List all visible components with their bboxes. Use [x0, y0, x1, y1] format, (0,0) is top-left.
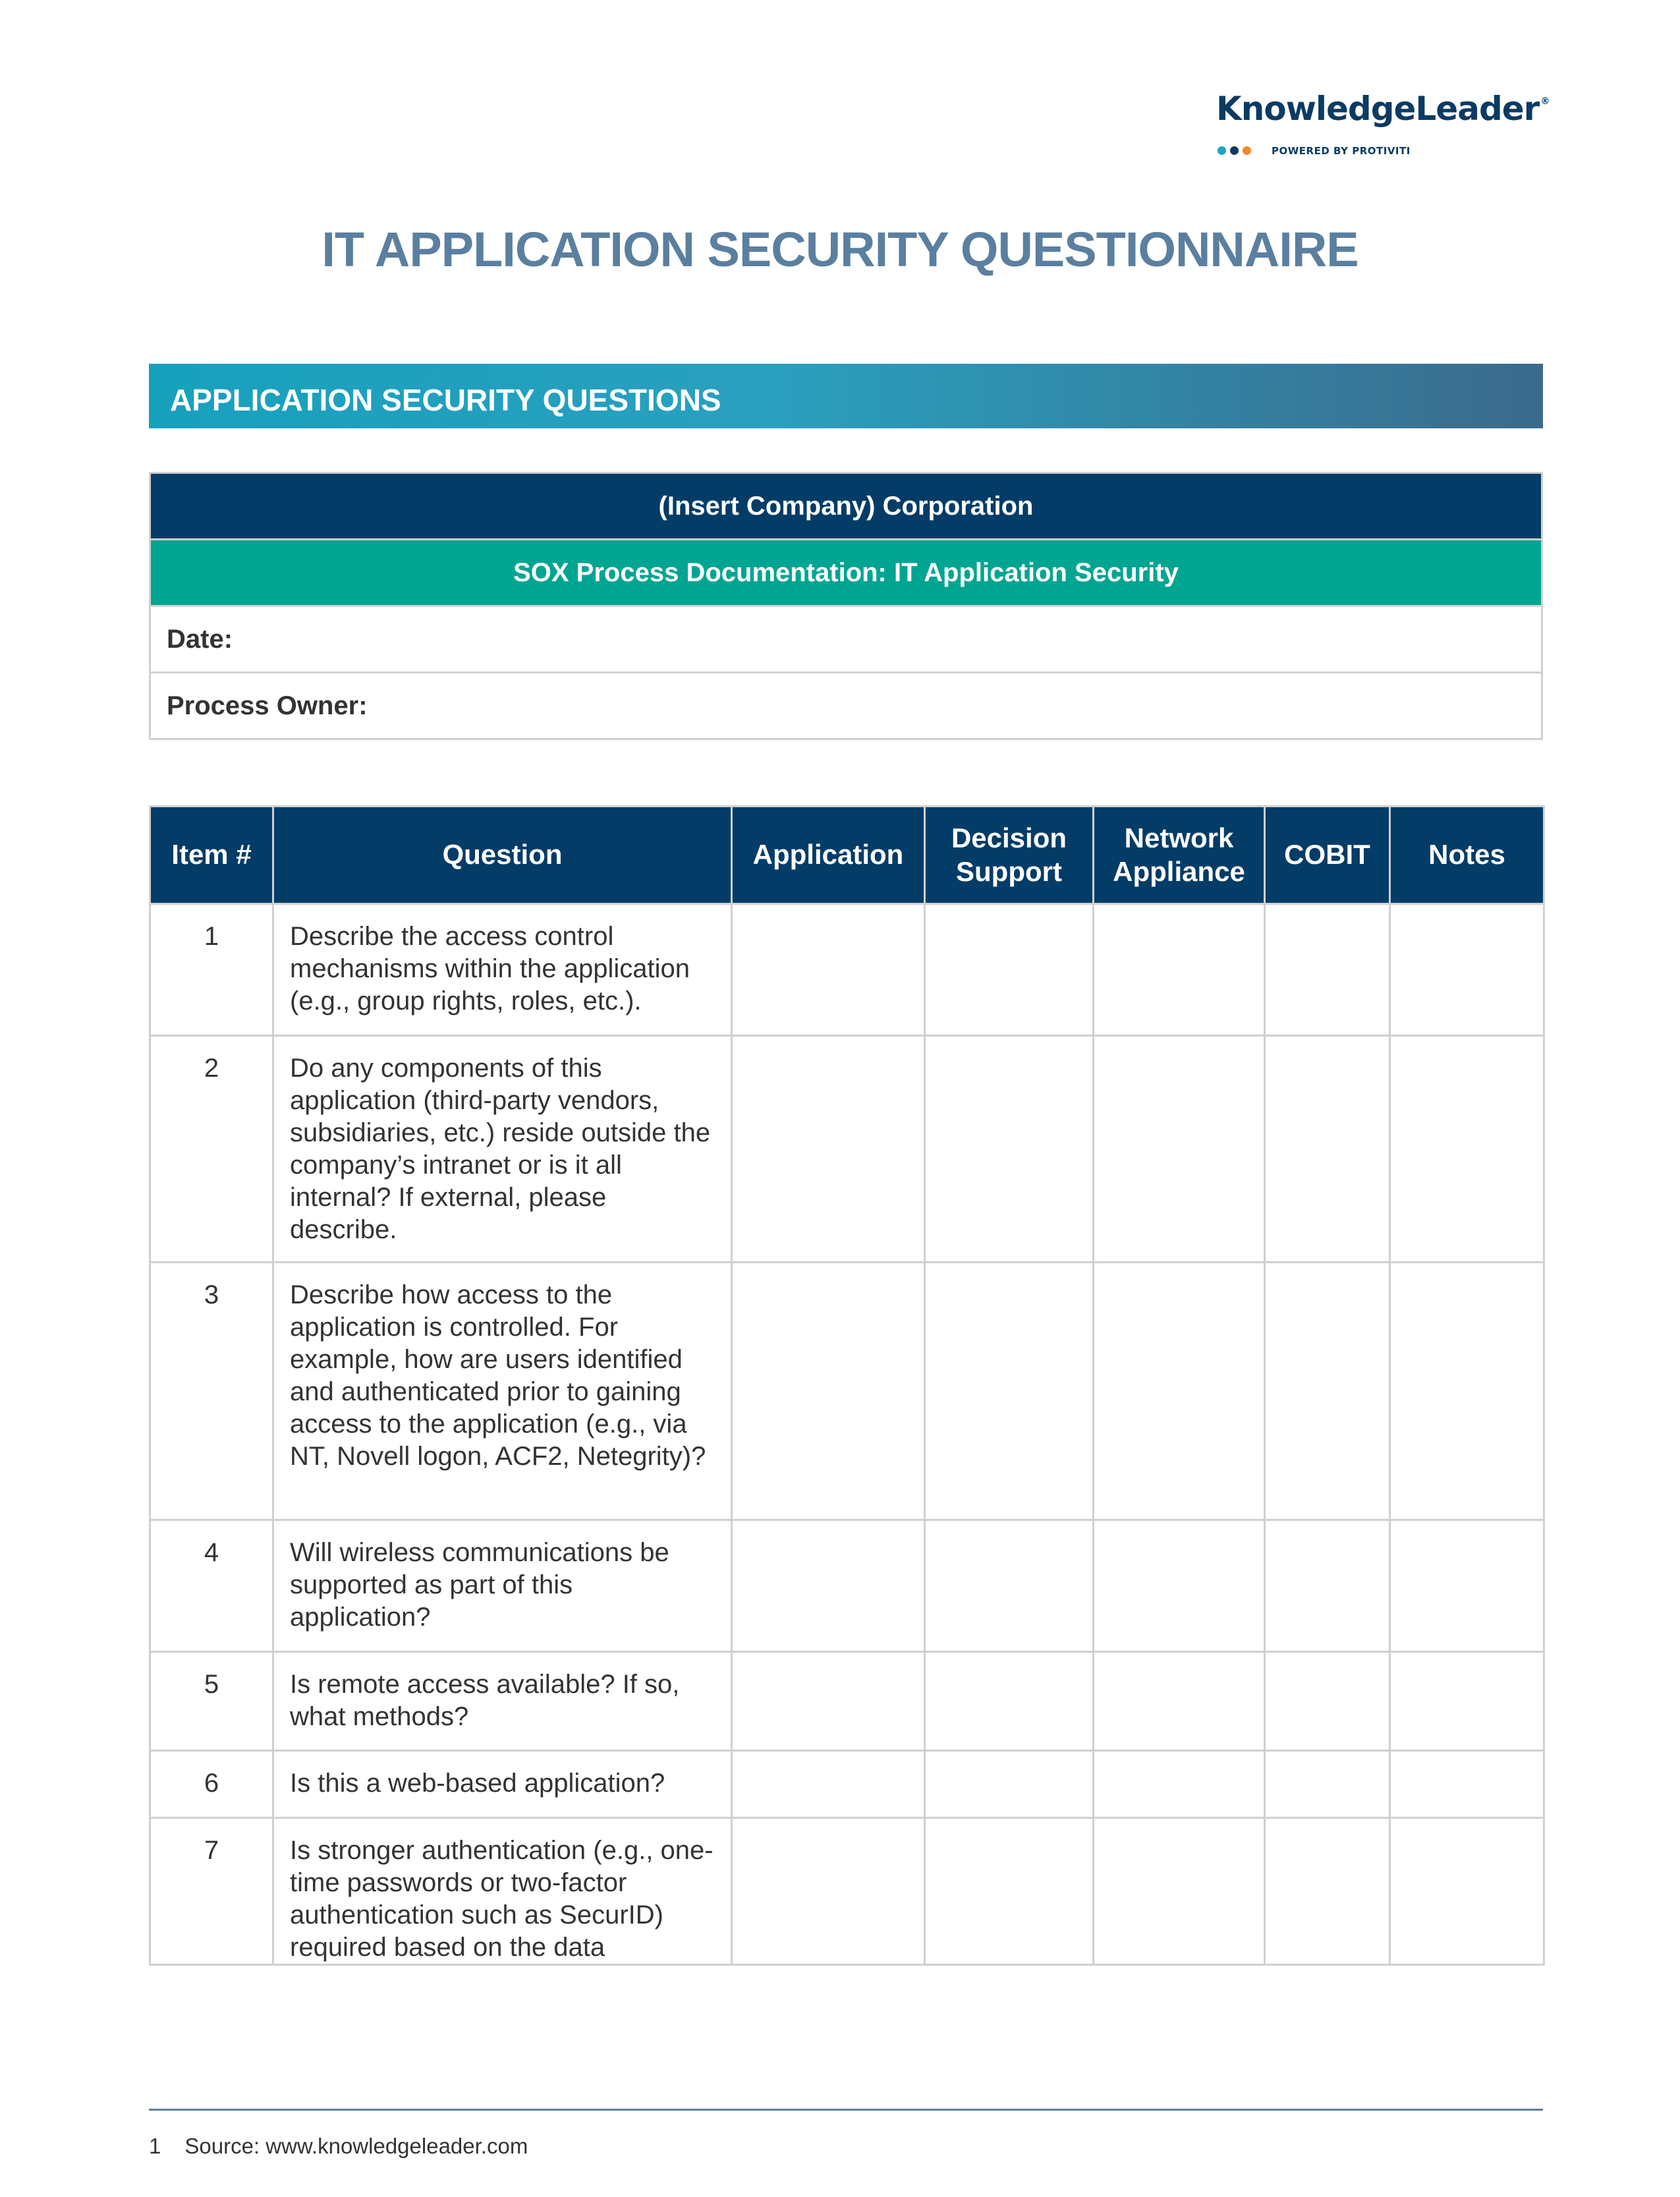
cobit-cell[interactable]	[1265, 1520, 1390, 1652]
questions-table	[149, 805, 1545, 1966]
notes-cell[interactable]	[1390, 904, 1544, 1036]
header-item: Item #	[150, 807, 273, 904]
notes-cell[interactable]	[1390, 1751, 1544, 1818]
knowledgeleader-logo	[1216, 90, 1550, 169]
decision-support-cell[interactable]	[925, 1751, 1094, 1818]
item-number: 5	[150, 1652, 273, 1751]
cobit-cell[interactable]	[1265, 1751, 1390, 1818]
page-title: IT APPLICATION SECURITY QUESTIONNAIRE	[322, 222, 1358, 277]
date-field[interactable]: Date:	[150, 606, 1542, 673]
decision-support-cell[interactable]	[925, 1263, 1094, 1520]
cobit-cell[interactable]	[1265, 904, 1390, 1036]
header-network-appliance	[1094, 807, 1265, 904]
item-number: 1	[150, 904, 273, 1036]
table-row	[150, 904, 1544, 1036]
application-cell[interactable]	[732, 1818, 925, 1965]
notes-cell[interactable]	[1390, 1520, 1544, 1652]
item-number: 6	[150, 1751, 273, 1818]
header-network-appliance-line1: Network	[1124, 822, 1234, 854]
notes-cell[interactable]	[1390, 1818, 1544, 1965]
decision-support-cell[interactable]	[925, 904, 1094, 1036]
cobit-cell[interactable]	[1265, 1036, 1390, 1263]
network-appliance-cell[interactable]	[1094, 1652, 1265, 1751]
logo-dot-orange	[1243, 146, 1251, 155]
section-heading: APPLICATION SECURITY QUESTIONS	[170, 383, 721, 417]
table-row	[150, 1818, 1544, 1965]
question-text: Is stronger authentication (e.g., one-time passwords or two-factor authentication such as SecurID) required based on the data	[273, 1818, 732, 1965]
table-header-row	[150, 807, 1544, 904]
logo-dots-icon	[1218, 146, 1251, 155]
table-row	[150, 1652, 1544, 1751]
table-row	[150, 1520, 1544, 1652]
date-row[interactable]	[150, 606, 1542, 673]
sox-row	[150, 540, 1542, 606]
application-cell[interactable]	[732, 1652, 925, 1751]
application-cell[interactable]	[732, 1036, 925, 1263]
network-appliance-cell[interactable]	[1094, 1818, 1265, 1965]
header-cobit: COBIT	[1265, 807, 1390, 904]
decision-support-cell[interactable]	[925, 1652, 1094, 1751]
header-question: Question	[273, 807, 732, 904]
logo-dot-teal	[1218, 146, 1226, 155]
header-network-appliance-line2: Appliance	[1113, 855, 1245, 887]
item-number: 7	[150, 1818, 273, 1965]
logo-dot-navy	[1230, 146, 1239, 155]
cobit-cell[interactable]	[1265, 1652, 1390, 1751]
footer	[149, 2134, 528, 2159]
logo-wordmark	[1216, 90, 1549, 128]
header-decision-support-line2: Support	[956, 855, 1062, 887]
network-appliance-cell[interactable]	[1094, 1520, 1265, 1652]
question-text: Is this a web-based application?	[273, 1751, 732, 1818]
footnote-source: Source: www.knowledgeleader.com	[184, 2134, 528, 2158]
footer-divider	[149, 2109, 1543, 2111]
header-application: Application	[732, 807, 925, 904]
notes-cell[interactable]	[1390, 1652, 1544, 1751]
question-text: Describe the access control mechanisms within the application (e.g., group rights, roles, etc.).	[273, 904, 732, 1036]
notes-cell[interactable]	[1390, 1036, 1544, 1263]
item-number: 4	[150, 1520, 273, 1652]
logo-registered-mark: ®	[1540, 96, 1550, 107]
decision-support-cell[interactable]	[925, 1520, 1094, 1652]
cobit-cell[interactable]	[1265, 1818, 1390, 1965]
network-appliance-cell[interactable]	[1094, 1263, 1265, 1520]
section-heading-band	[149, 364, 1543, 428]
application-cell[interactable]	[732, 1751, 925, 1818]
application-cell[interactable]	[732, 1263, 925, 1520]
cobit-cell[interactable]	[1265, 1263, 1390, 1520]
header-notes: Notes	[1390, 807, 1544, 904]
header-decision-support-line1: Decision	[951, 822, 1067, 854]
network-appliance-cell[interactable]	[1094, 1036, 1265, 1263]
question-text: Describe how access to the application is controlled. For example, how are users identified and authenticated prior to gaining access to the application (e.g., via NT, Novell logon, ACF2, Netegrity)?	[273, 1263, 732, 1520]
application-cell[interactable]	[732, 904, 925, 1036]
table-row	[150, 1036, 1544, 1263]
network-appliance-cell[interactable]	[1094, 1751, 1265, 1818]
item-number: 2	[150, 1036, 273, 1263]
logo-tagline: POWERED BY PROTIVITI	[1272, 145, 1411, 157]
owner-row[interactable]	[150, 673, 1542, 739]
table-row	[150, 1263, 1544, 1520]
question-text: Is remote access available? If so, what methods?	[273, 1652, 732, 1751]
table-row	[150, 1751, 1544, 1818]
info-table	[149, 472, 1543, 740]
decision-support-cell[interactable]	[925, 1818, 1094, 1965]
question-text: Do any components of this application (third-party vendors, subsidiaries, etc.) reside outside the company’s intranet or is it all internal? If external, please describe.	[273, 1036, 732, 1263]
notes-cell[interactable]	[1390, 1263, 1544, 1520]
logo-name: KnowledgeLeader	[1216, 90, 1540, 128]
sox-subtitle: SOX Process Documentation: IT Application Security	[150, 540, 1542, 606]
company-row	[150, 473, 1542, 540]
application-cell[interactable]	[732, 1520, 925, 1652]
header-decision-support	[925, 807, 1094, 904]
process-owner-field[interactable]: Process Owner:	[150, 673, 1542, 739]
question-text: Will wireless communications be supported as part of this application?	[273, 1520, 732, 1652]
item-number: 3	[150, 1263, 273, 1520]
network-appliance-cell[interactable]	[1094, 904, 1265, 1036]
decision-support-cell[interactable]	[925, 1036, 1094, 1263]
footnote-number: 1	[149, 2134, 161, 2158]
company-name: (Insert Company) Corporation	[150, 473, 1542, 540]
